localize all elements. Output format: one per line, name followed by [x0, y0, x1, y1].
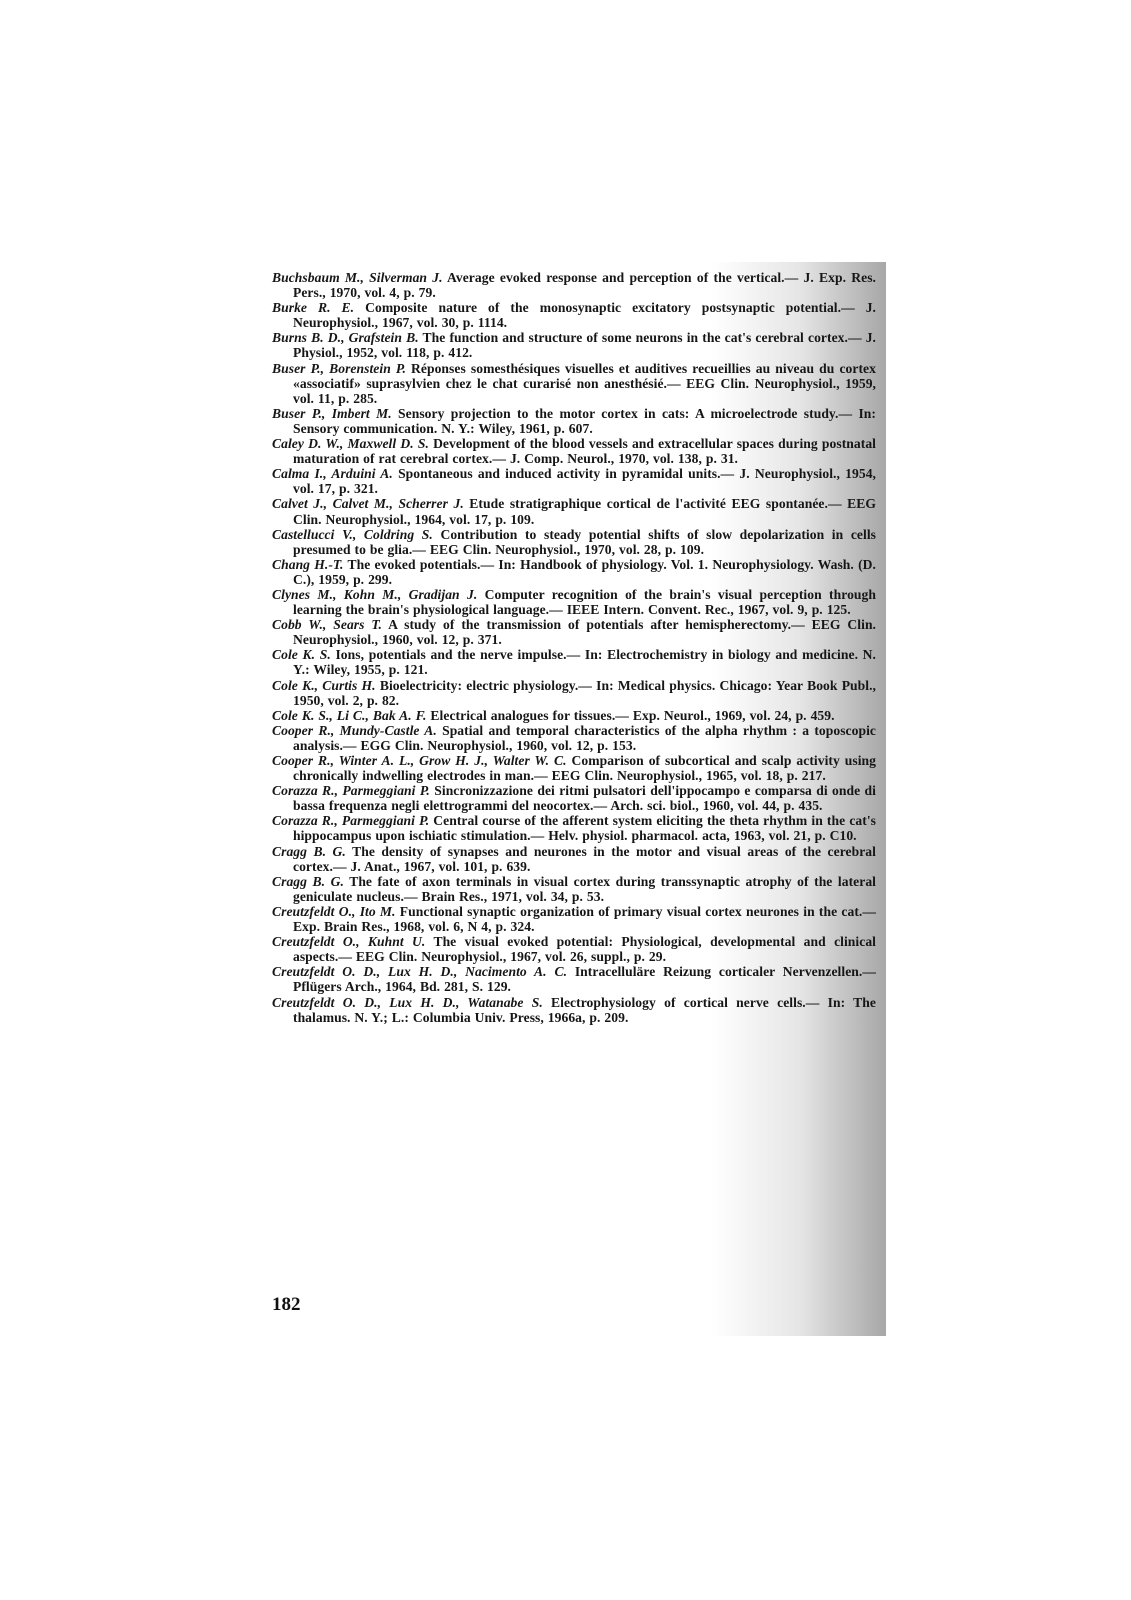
reference-entry [272, 647, 876, 677]
reference-entry [272, 723, 876, 753]
reference-entry [272, 436, 876, 466]
reference-authors: Creutzfeldt O., Kuhnt U. [272, 934, 426, 950]
reference-authors: Buser P., Imbert M. [272, 405, 392, 421]
page-number: 182 [272, 1294, 301, 1315]
reference-authors: Creutzfeldt O. D., Lux H. D., Nacimento A. C. [272, 964, 568, 980]
reference-authors: Chang H.-T. [272, 556, 344, 572]
reference-entry [272, 904, 876, 934]
reference-authors: Cobb W., Sears T. [272, 617, 382, 633]
reference-authors: Castellucci V., Coldring S. [272, 526, 433, 542]
reference-entry [272, 934, 876, 964]
reference-text: Central course of the afferent system eliciting the theta rhythm in the cat's hippocampus upon ischiatic stimulation.— Helv. physiol. pharmacol. acta, 1963, vol. 21, p. C10. [293, 813, 876, 844]
reference-entry [272, 844, 876, 874]
reference-authors: Cragg B. G. [272, 843, 346, 859]
reference-authors: Burke R. E. [272, 300, 355, 316]
reference-text: Electrophysiology of cortical nerve cells.— In: The thalamus. N. Y.; L.: Columbia Univ. Press, 1966a, p. 209. [293, 994, 876, 1025]
reference-text: The visual evoked potential: Physiological, developmental and clinical aspects.— EEG Clin. Neurophysiol., 1967, vol. 26, suppl., p. 29. [293, 934, 876, 965]
reference-authors: Corazza R., Parmeggiani P. [272, 783, 430, 799]
reference-entry [272, 587, 876, 617]
reference-text: The function and structure of some neurons in the cat's cerebral cortex.— J. Physiol., 1952, vol. 118, p. 412. [293, 330, 876, 361]
reference-entry [272, 753, 876, 783]
reference-authors: Cooper R., Mundy-Castle A. [272, 722, 437, 738]
reference-text: The evoked potentials.— In: Handbook of physiology. Vol. 1. Neurophysiology. Wash. (D. C.), 1959, p. 299. [293, 556, 876, 587]
reference-text: Bioelectricity: electric physiology.— In: Medical physics. Chicago: Year Book Publ., 1950, vol. 2, p. 82. [293, 677, 877, 708]
book-page [262, 262, 886, 1336]
reference-authors: Creutzfeldt O. D., Lux H. D., Watanabe S. [272, 994, 543, 1010]
reference-entry [272, 330, 876, 360]
reference-text: Average evoked response and perception of the vertical.— J. Exp. Res. Pers., 1970, vol. 4, p. 79. [293, 270, 876, 301]
reference-authors: Cole K. S. [272, 647, 331, 663]
reference-authors: Burns B. D., Grafstein B. [272, 330, 419, 346]
reference-text: Development of the blood vessels and extracellular spaces during postnatal maturation of rat cerebral cortex.— J. Comp. Neurol., 1970, vol. 138, p. 31. [293, 436, 876, 467]
reference-entry [272, 361, 876, 406]
reference-text: Spatial and temporal characteristics of the alpha rhythm : a toposcopic analysis.— EGG Clin. Neurophysiol., 1960, vol. 12, p. 153. [293, 722, 876, 753]
reference-authors: Cragg B. G. [272, 873, 344, 889]
reference-authors: Buser P., Borenstein P. [272, 360, 406, 376]
reference-entry [272, 783, 876, 813]
reference-entry [272, 300, 876, 330]
reference-authors: Buchsbaum M., Silverman J. [272, 270, 443, 285]
reference-text: The fate of axon terminals in visual cortex during transsynaptic atrophy of the lateral geniculate nucleus.— Brain Res., 1971, vol. 34, p. 53. [293, 873, 876, 904]
reference-authors: Calma I., Arduini A. [272, 466, 393, 482]
reference-entry [272, 813, 876, 843]
reference-authors: Cole K. S., Li C., Bak A. F. [272, 707, 427, 723]
reference-entry [272, 964, 876, 994]
reference-text: Electrical analogues for tissues.— Exp. Neurol., 1969, vol. 24, p. 459. [426, 707, 835, 723]
reference-authors: Cole K., Curtis H. [272, 677, 376, 693]
reference-authors: Corazza R., Parmeggiani P. [272, 813, 430, 829]
reference-text: Spontaneous and induced activity in pyramidal units.— J. Neurophysiol., 1954, vol. 17, p. 321. [293, 466, 876, 497]
reference-authors: Cooper R., Winter A. L., Grow H. J., Walter W. C. [272, 753, 567, 768]
reference-entry [272, 406, 876, 436]
reference-entry [272, 496, 876, 526]
reference-entry [272, 874, 876, 904]
reference-entry [272, 466, 876, 496]
reference-text: Etude stratigraphique cortical de l'activité EEG spontanée.— EEG Clin. Neurophysiol., 1964, vol. 17, p. 109. [293, 496, 876, 527]
reference-text: Sensory projection to the motor cortex in cats: A microelectrode study.— In: Sensory communication. N. Y.: Wiley, 1961, p. 607. [293, 405, 876, 436]
reference-authors: Caley D. W., Maxwell D. S. [272, 436, 429, 452]
reference-list [272, 270, 876, 1025]
reference-text: Intracelluläre Reizung corticaler Nervenzellen.— Pflügers Arch., 1964, Bd. 281, S. 129. [293, 964, 876, 995]
reference-text: Ions, potentials and the nerve impulse.— In: Electrochemistry in biology and medicine. N. Y.: Wiley, 1955, p. 121. [293, 647, 876, 678]
reference-entry [272, 617, 876, 647]
reference-text: Comparison of subcortical and scalp activity using chronically indwelling electrodes in man.— EEG Clin. Neurophysiol., 1965, vol. 18, p. 217. [293, 753, 876, 784]
reference-entry [272, 708, 876, 723]
reference-text: Contribution to steady potential shifts of slow depolarization in cells presumed to be glia.— EEG Clin. Neurophysiol., 1970, vol. 28, p. 109. [293, 526, 876, 557]
reference-text: Computer recognition of the brain's visual perception through learning the brain's physiological language.— IEEE Intern. Convent. Rec., 1967, vol. 9, p. 125. [293, 586, 876, 618]
reference-text: A study of the transmission of potentials after hemispherectomy.— EEG Clin. Neurophysiol., 1960, vol. 12, p. 371. [293, 617, 877, 648]
reference-authors: Creutzfeldt O., Ito M. [272, 903, 396, 919]
reference-entry [272, 270, 876, 300]
reference-text: Sincronizzazione dei ritmi pulsatori dell'ippocampo e comparsa di onde di bassa frequenza negli elettrogrammi del neocortex.— Arch. sci. biol., 1960, vol. 44, p. 435. [293, 783, 876, 814]
reference-text: Composite nature of the monosynaptic excitatory postsynaptic potential.— J. Neurophysiol., 1967, vol. 30, p. 1114. [293, 300, 876, 331]
reference-entry [272, 995, 876, 1025]
reference-text: Functional synaptic organization of primary visual cortex neurones in the cat.— Exp. Brain Res., 1968, vol. 6, N 4, p. 324. [293, 903, 876, 935]
reference-entry [272, 557, 876, 587]
reference-authors: Clynes M., Kohn M., Gradijan J. [272, 586, 478, 602]
reference-entry [272, 678, 876, 708]
reference-text: Réponses somesthésiques visuelles et auditives recueillies au niveau du cortex «associatif» suprasylvien chez le chat curarisé non anesthésié.— EEG Clin. Neurophysiol., 1959, vol. 11, p. 285. [293, 360, 876, 406]
reference-text: The density of synapses and neurones in the motor and visual areas of the cerebral cortex.— J. Anat., 1967, vol. 101, p. 639. [293, 843, 876, 874]
reference-authors: Calvet J., Calvet M., Scherrer J. [272, 496, 464, 512]
reference-entry [272, 527, 876, 557]
